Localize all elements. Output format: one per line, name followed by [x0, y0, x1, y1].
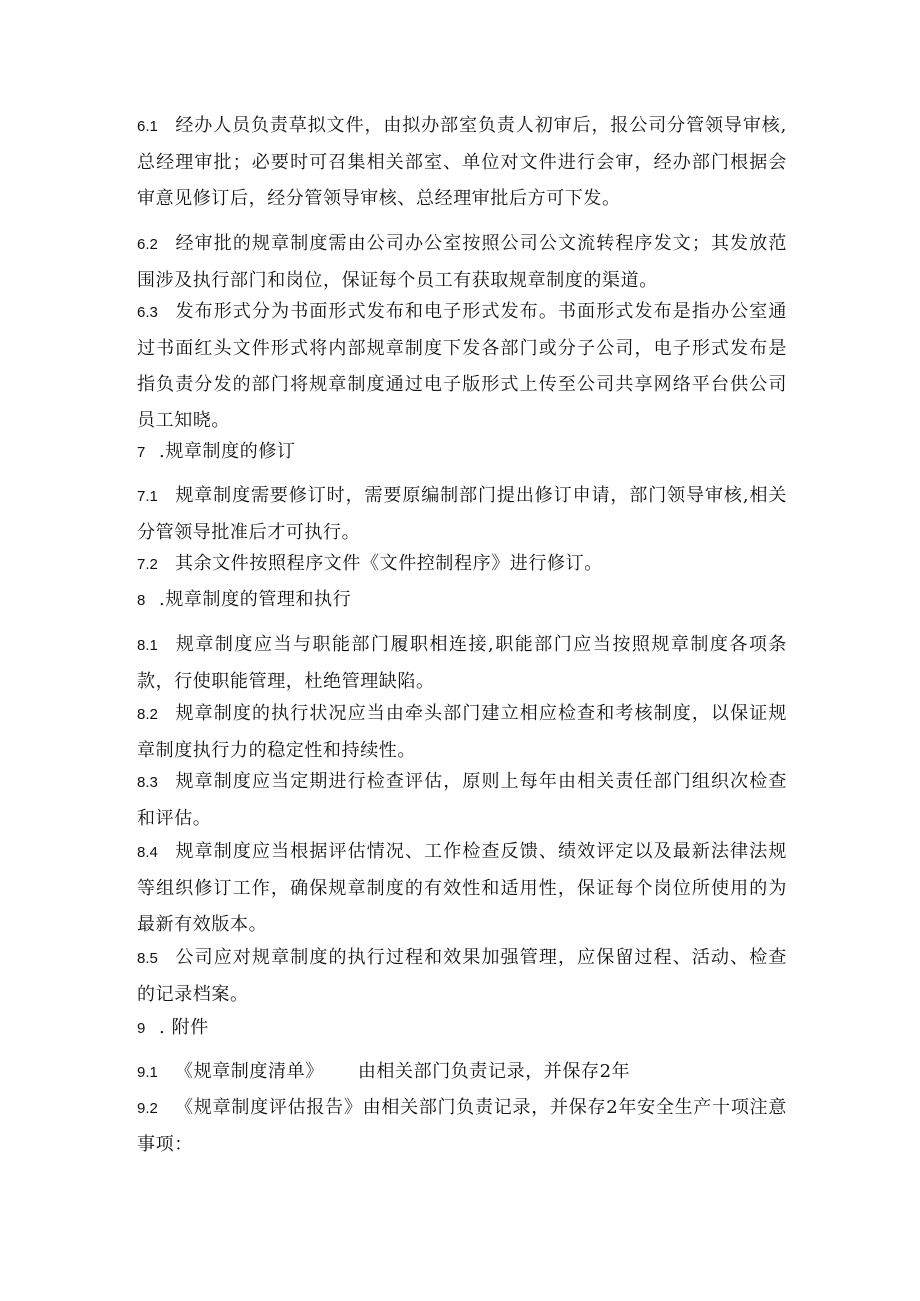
clause-7-1: [137, 478, 787, 551]
heading-number: 9: [137, 1020, 146, 1037]
clause-8-3: [137, 764, 787, 837]
heading-text: . 附件: [159, 1017, 209, 1038]
clause-text: 规章制度的执行状况应当由牵头部门建立相应检查和考核制度，以保证规章制度执行力的稳定性和持续性。: [137, 703, 787, 761]
clause-6-3: [137, 294, 787, 439]
clause-number: 8.3: [137, 774, 158, 791]
heading-number: 8: [137, 592, 146, 609]
clause-number: 7.2: [137, 556, 158, 573]
clause-text-detail: 由相关部门负责记录，并保存2年: [357, 1061, 631, 1082]
clause-9-1: [137, 1054, 787, 1091]
clause-text: 发布形式分为书面形式发布和电子形式发布。书面形式发布是指办公室通过书面红头文件形式将内部规章制度下发各部门或分子公司，电子形式发布是指负责分发的部门将规章制度通过电子版形式上传至公司共享网络平台供公司员工知晓。: [137, 301, 787, 431]
heading-8: [137, 582, 787, 619]
clause-8-2: [137, 696, 787, 769]
heading-7: [137, 434, 787, 471]
clause-text: 规章制度应当与职能部门履职相连接,职能部门应当按照规章制度各项条款，行使职能管理，杜绝管理缺陷。: [137, 634, 787, 692]
clause-text: 规章制度应当根据评估情况、工作检查反馈、绩效评定以及最新法律法规等组织修订工作，确保规章制度的有效性和适用性，保证每个岗位所使用的为最新有效版本。: [137, 841, 787, 935]
heading-number: 7: [137, 444, 146, 461]
clause-text: 规章制度应当定期进行检查评估，原则上每年由相关责任部门组织次检查和评估。: [137, 771, 787, 829]
clause-text: 《规章制度评估报告》由相关部门负责记录，并保存2年安全生产十项注意事项：: [137, 1097, 787, 1155]
clause-number: 6.1: [137, 118, 158, 135]
clause-6-2: [137, 226, 787, 299]
clause-text: 公司应对规章制度的执行过程和效果加强管理，应保留过程、活动、检查的记录档案。: [137, 947, 787, 1005]
clause-number: 8.2: [137, 706, 158, 723]
clause-number: 8.1: [137, 637, 158, 654]
clause-8-4: [137, 834, 787, 943]
clause-number: 7.1: [137, 488, 158, 505]
clause-6-1: [137, 108, 787, 217]
clause-text: 经审批的规章制度需由公司办公室按照公司公文流转程序发文；其发放范围涉及执行部门和岗位，保证每个员工有获取规章制度的渠道。: [137, 233, 787, 291]
clause-7-2: [137, 546, 787, 583]
clause-text: 规章制度需要修订时，需要原编制部门提出修订申请，部门领导审核,相关分管领导批准后才可执行。: [137, 485, 787, 543]
clause-text: 其余文件按照程序文件《文件控制程序》进行修订。: [175, 553, 603, 574]
clause-number: 9.1: [137, 1064, 158, 1081]
clause-8-1: [137, 627, 787, 700]
clause-9-2: [137, 1090, 787, 1163]
heading-text: .规章制度的管理和执行: [159, 589, 352, 610]
clause-number: 6.3: [137, 304, 158, 321]
heading-9: [137, 1010, 787, 1047]
clause-text: 经办人员负责草拟文件，由拟办部室负责人初审后，报公司分管领导审核,总经理审批；必要时可召集相关部室、单位对文件进行会审，经办部门根据会审意见修订后，经分管领导审核、总经理审批后方可下发。: [137, 115, 787, 209]
clause-number: 6.2: [137, 236, 158, 253]
clause-text-title: 《规章制度清单》: [175, 1061, 324, 1082]
clause-number: 8.4: [137, 844, 158, 861]
clause-number: 8.5: [137, 950, 158, 967]
clause-8-5: [137, 940, 787, 1013]
clause-number: 9.2: [137, 1100, 158, 1117]
heading-text: .规章制度的修订: [159, 441, 296, 462]
